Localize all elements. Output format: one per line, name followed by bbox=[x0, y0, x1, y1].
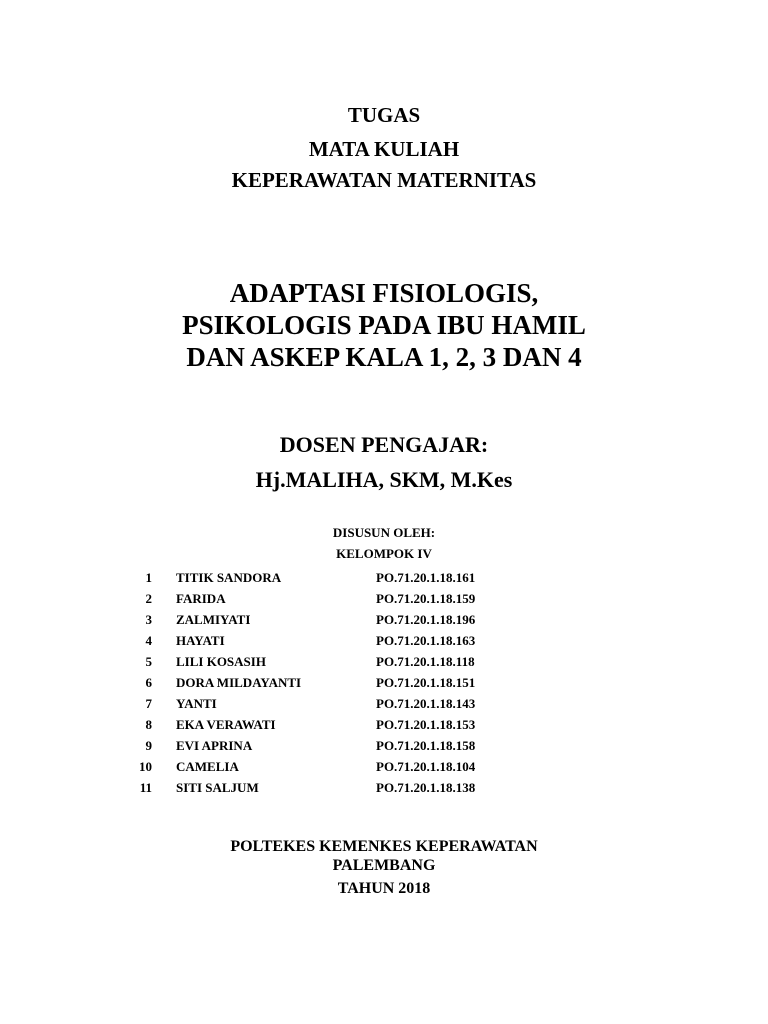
member-row bbox=[0, 714, 768, 735]
member-row bbox=[0, 588, 768, 609]
member-name: LILI KOSASIH bbox=[176, 654, 266, 669]
member-row bbox=[0, 567, 768, 588]
member-id: PO.71.20.1.18.196 bbox=[376, 612, 476, 627]
member-row bbox=[0, 735, 768, 756]
member-number: 1 bbox=[145, 570, 152, 585]
member-name: DORA MILDAYANTI bbox=[176, 675, 302, 690]
member-id: PO.71.20.1.18.118 bbox=[376, 654, 475, 669]
member-row bbox=[0, 756, 768, 777]
member-id: PO.71.20.1.18.104 bbox=[376, 759, 476, 774]
assignment-label: TUGAS bbox=[347, 103, 421, 127]
lecturer-heading: DOSEN PENGAJAR: bbox=[279, 432, 489, 457]
lecturer-name: Hj.MALIHA, SKM, M.Kes bbox=[255, 467, 513, 492]
member-id: PO.71.20.1.18.158 bbox=[376, 738, 476, 753]
member-name: EVI APRINA bbox=[176, 738, 253, 753]
member-name: ZALMIYATI bbox=[176, 612, 251, 627]
member-number: 9 bbox=[145, 738, 152, 753]
member-number: 6 bbox=[145, 675, 152, 690]
title-line-2: PSIKOLOGIS PADA IBU HAMIL bbox=[182, 310, 586, 340]
member-id: PO.71.20.1.18.159 bbox=[376, 591, 476, 606]
member-name: HAYATI bbox=[176, 633, 225, 648]
title-line-1: ADAPTASI FISIOLOGIS, bbox=[229, 278, 539, 308]
member-row bbox=[0, 777, 768, 798]
member-id: PO.71.20.1.18.151 bbox=[376, 675, 476, 690]
member-number: 10 bbox=[139, 759, 152, 774]
member-row bbox=[0, 693, 768, 714]
member-id: PO.71.20.1.18.163 bbox=[376, 633, 476, 648]
title-line-3: DAN ASKEP KALA 1, 2, 3 DAN 4 bbox=[186, 342, 582, 372]
member-number: 5 bbox=[145, 654, 152, 669]
member-row bbox=[0, 630, 768, 651]
member-row bbox=[0, 651, 768, 672]
authors-heading: DISUSUN OLEH: bbox=[332, 525, 436, 540]
member-name: SITI SALJUM bbox=[176, 780, 259, 795]
member-id: PO.71.20.1.18.161 bbox=[376, 570, 476, 585]
member-name: CAMELIA bbox=[176, 759, 239, 774]
institution-line-1: POLTEKES KEMENKES KEPERAWATAN bbox=[230, 838, 538, 855]
member-row bbox=[0, 672, 768, 693]
member-id: PO.71.20.1.18.153 bbox=[376, 717, 476, 732]
year-label: TAHUN 2018 bbox=[337, 880, 431, 897]
member-id: PO.71.20.1.18.138 bbox=[376, 780, 476, 795]
course-label: MATA KULIAH bbox=[308, 137, 460, 161]
member-row bbox=[0, 609, 768, 630]
member-number: 2 bbox=[145, 591, 152, 606]
member-number: 7 bbox=[145, 696, 152, 711]
member-id: PO.71.20.1.18.143 bbox=[376, 696, 476, 711]
member-number: 8 bbox=[145, 717, 152, 732]
member-name: EKA VERAWATI bbox=[176, 717, 276, 732]
group-label: KELOMPOK IV bbox=[336, 546, 432, 561]
member-number: 11 bbox=[139, 780, 152, 795]
member-number: 4 bbox=[145, 633, 152, 648]
member-number: 3 bbox=[145, 612, 152, 627]
course-name: KEPERAWATAN MATERNITAS bbox=[231, 168, 537, 192]
member-name: FARIDA bbox=[176, 591, 226, 606]
institution-line-2: PALEMBANG bbox=[332, 857, 436, 874]
member-name: TITIK SANDORA bbox=[176, 570, 282, 585]
member-name: YANTI bbox=[176, 696, 217, 711]
member-list bbox=[0, 567, 768, 798]
